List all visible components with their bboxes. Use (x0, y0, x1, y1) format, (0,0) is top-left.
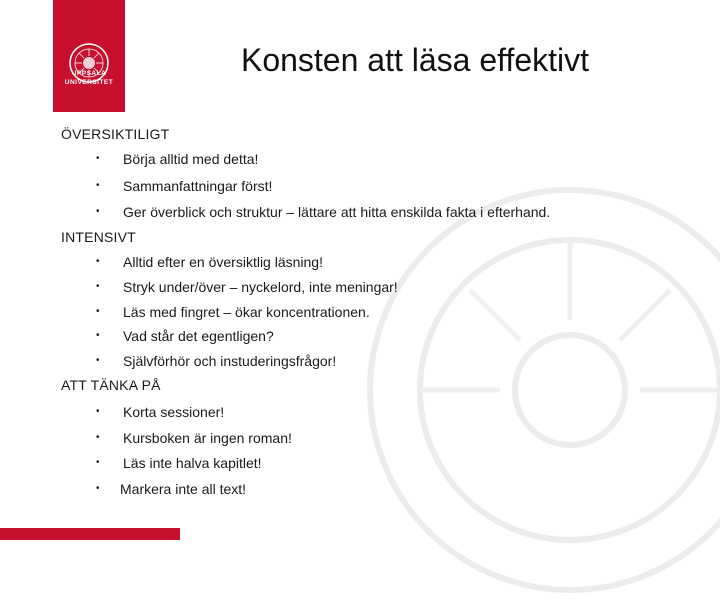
bullet-icon: • (96, 153, 100, 164)
section-heading-oversiktligt: ÖVERSIKTILIGT (61, 126, 170, 142)
list-item-text: Sammanfattningar först! (123, 178, 273, 194)
bullet-icon: • (96, 432, 100, 443)
list-item-text: Självförhör och instuderingsfrågor! (123, 353, 337, 369)
bullet-icon: • (96, 457, 100, 468)
bullet-icon: • (96, 483, 100, 494)
bullet-icon: • (96, 355, 100, 366)
seal-watermark-icon (360, 180, 720, 600)
list-item-text: Börja alltid med detta! (123, 151, 259, 167)
bullet-icon: • (96, 330, 100, 341)
list-item-text: Korta sessioner! (123, 404, 225, 420)
list-item-text: Stryk under/över – nyckelord, inte meningar! (123, 279, 398, 295)
logo-block (53, 0, 125, 112)
slide-title: Konsten att läsa effektivt (240, 42, 590, 78)
section-heading-intensivt: INTENSIVT (61, 229, 136, 245)
section-heading-att-tanka-pa: ATT TÄNKA PÅ (61, 377, 161, 393)
logo-line-1: UPPSALA (71, 70, 107, 77)
bullet-icon: • (96, 406, 100, 417)
bullet-icon: • (96, 306, 100, 317)
bullet-icon: • (96, 281, 100, 292)
logo-line-2: UNIVERSITET (64, 79, 114, 86)
list-item-text: Markera inte all text! (120, 481, 247, 497)
bullet-icon: • (96, 180, 100, 191)
bullet-icon: • (96, 206, 100, 217)
bullet-icon: • (96, 256, 100, 267)
list-item-text: Vad står det egentligen? (123, 328, 274, 344)
list-item-text: Läs med fingret – ökar koncentrationen. (123, 304, 370, 320)
list-item-text: Alltid efter en översiktlig läsning! (123, 254, 323, 270)
list-item-text: Ger överblick och struktur – lättare att hitta enskilda fakta i efterhand. (123, 204, 551, 220)
footer-accent-bar (0, 528, 180, 540)
list-item-text: Kursboken är ingen roman! (123, 430, 292, 446)
list-item-text: Läs inte halva kapitlet! (123, 455, 262, 471)
